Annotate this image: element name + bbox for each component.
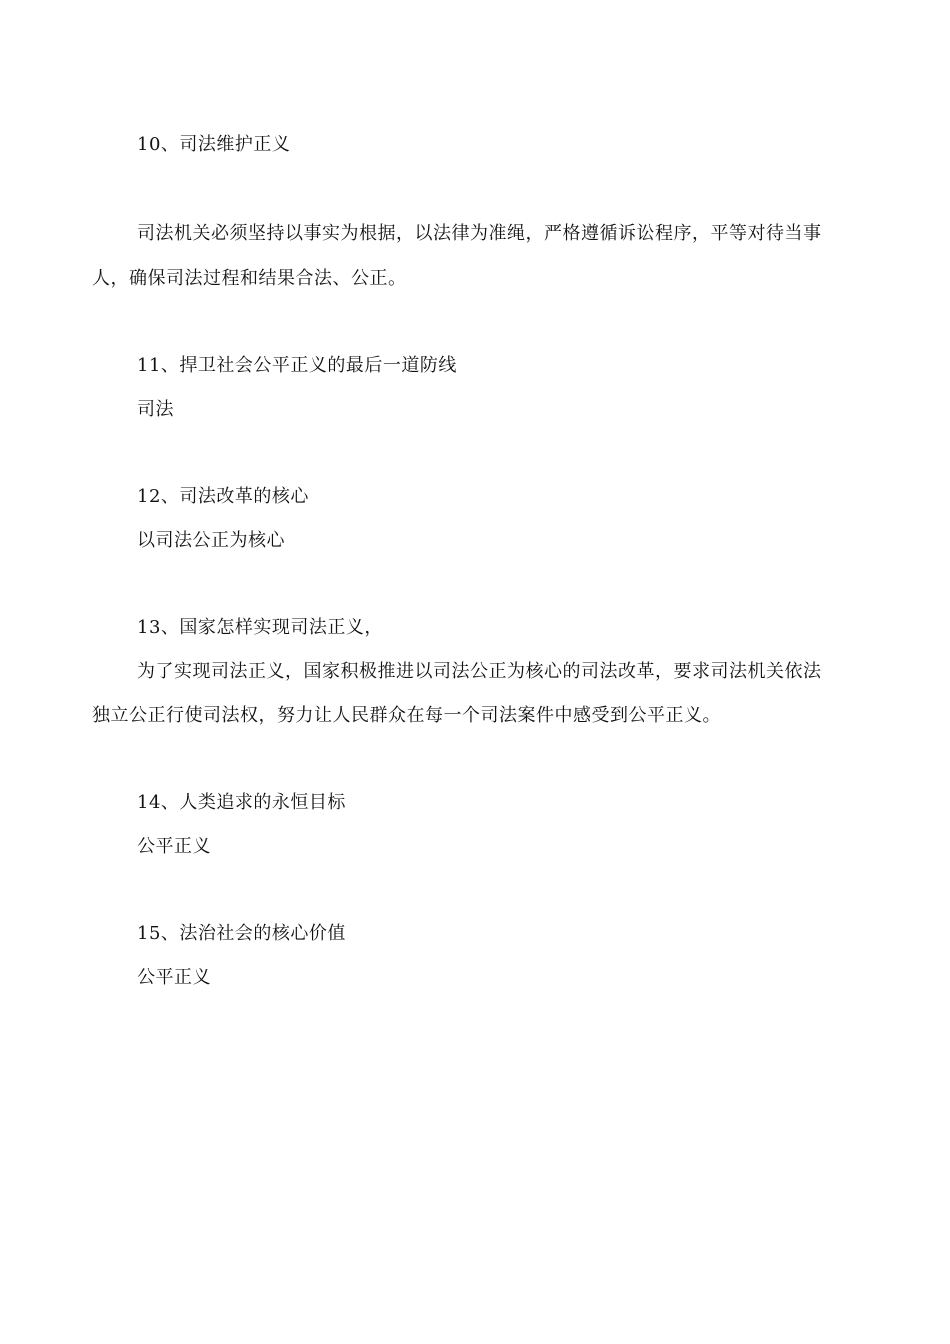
section-11-body-line-1: 司法 [137,399,174,420]
section-10-heading: 10、司法维护正义 [137,134,291,155]
section-13-body-line-2: 独立公正行使司法权，努力让人民群众在每一个司法案件中感受到公平正义。 [92,705,721,726]
section-10-body-line-1: 司法机关必须坚持以事实为根据，以法律为准绳，严格遵循诉讼程序，平等对待当事 [137,223,822,244]
section-12-body-line-1: 以司法公正为核心 [137,530,285,551]
section-10-body-line-2: 人，确保司法过程和结果合法、公正。 [92,268,407,289]
section-11-heading: 11、捍卫社会公平正义的最后一道防线 [137,355,457,376]
section-12-heading: 12、司法改革的核心 [137,486,309,507]
section-13-body-line-1: 为了实现司法正义，国家积极推进以司法公正为核心的司法改革，要求司法机关依法 [137,661,822,682]
section-13-heading: 13、国家怎样实现司法正义， [137,617,383,638]
section-15-heading: 15、法治社会的核心价值 [137,923,346,944]
section-15-body-line-1: 公平正义 [137,967,211,988]
section-14-body-line-1: 公平正义 [137,836,211,857]
section-14-heading: 14、人类追求的永恒目标 [137,792,346,813]
